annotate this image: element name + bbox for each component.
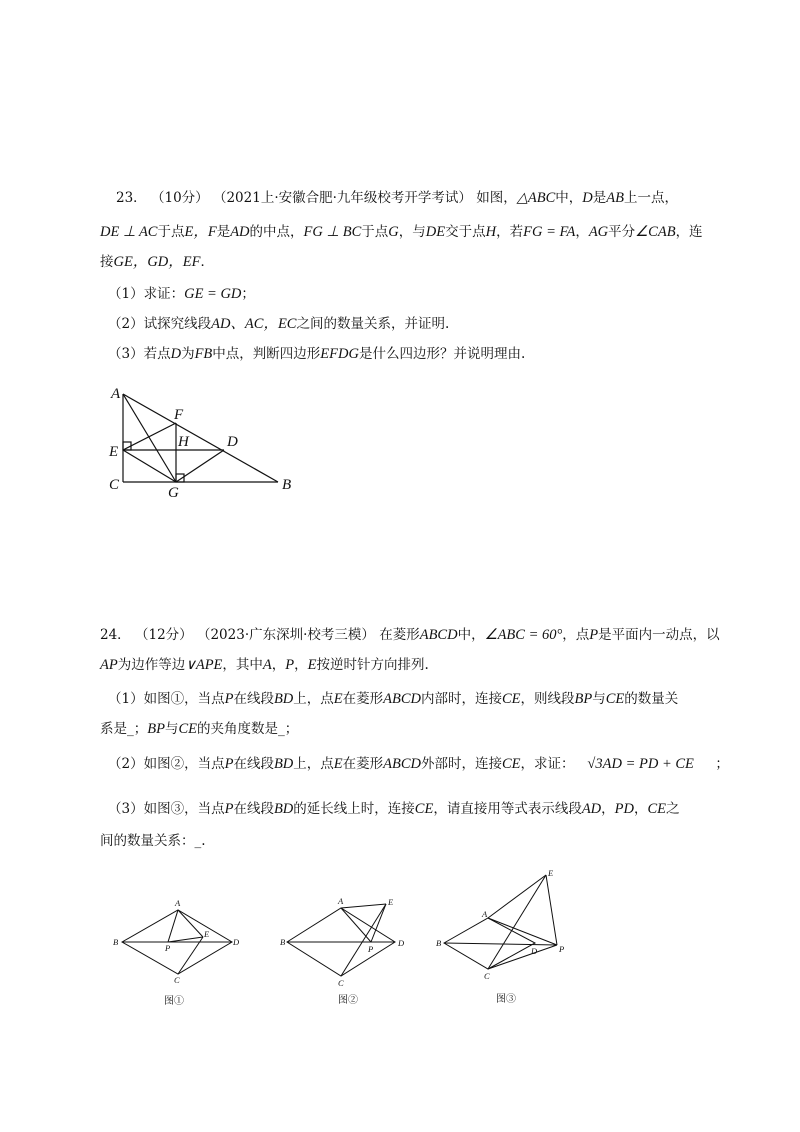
- caption-1: 图①: [164, 996, 184, 1007]
- q23-text: 交于点: [445, 224, 486, 240]
- q24-math: ABCD: [383, 691, 422, 707]
- q24-text: ，: [294, 657, 308, 673]
- q24-text: （2）如图②，当点: [108, 756, 225, 772]
- seg-AE-3: [488, 875, 546, 918]
- label-C-3: C: [484, 971, 490, 981]
- q23-math: GE，GD，EF: [113, 254, 201, 270]
- q24-text: 的夹角度数是_；: [197, 721, 299, 737]
- label-C-2: C: [338, 978, 344, 988]
- q23-math: H: [485, 224, 497, 240]
- q24-text: 在菱形: [379, 627, 420, 643]
- q24-text: 的数量关: [624, 691, 679, 707]
- q24-text: ，其中: [222, 657, 263, 673]
- q24-figure-1: [110, 895, 250, 1010]
- q23-math: DE ⊥ AC: [100, 224, 158, 240]
- q23-math: AD: [230, 224, 250, 240]
- q23-math: D: [170, 346, 182, 362]
- q24-math: P: [285, 657, 295, 673]
- seg-PE-2: [371, 904, 386, 942]
- q24-math: CE: [647, 801, 667, 817]
- q24-math: BD: [273, 756, 294, 772]
- q24-text: 的延长线上时，连接: [293, 801, 415, 817]
- q23-math: FB: [194, 346, 213, 362]
- q23-math: FG ⊥ BC: [303, 224, 362, 240]
- seg-AP-3: [488, 918, 557, 945]
- q23-figure: [100, 380, 310, 500]
- q24-math: ABCD: [383, 756, 422, 772]
- q23-math: GE = GD: [184, 286, 242, 302]
- q24-math: CE: [414, 801, 434, 817]
- q24-math: BD: [273, 801, 294, 817]
- q24-number: 24．: [100, 627, 131, 643]
- q24-text: 内部时，连接: [421, 691, 503, 707]
- seg-AE-2: [341, 904, 386, 908]
- label-A-3: A: [482, 909, 488, 919]
- label-D: D: [227, 434, 238, 450]
- q24-text: 在线段: [233, 801, 274, 817]
- caption-3: 图③: [496, 994, 516, 1005]
- label-D-3: D: [531, 946, 538, 956]
- q24-text: ，请直接用等式表示线段: [433, 801, 582, 817]
- seg-CP-3: [488, 945, 557, 969]
- q23-text: 是: [216, 224, 231, 240]
- q24-math: ∠ABC = 60°: [484, 627, 563, 643]
- q23-text: 中，: [555, 190, 583, 206]
- q24-math: AD: [581, 801, 602, 817]
- q23-math: DE: [425, 224, 446, 240]
- q24-header: [100, 623, 720, 644]
- label-F: F: [174, 407, 184, 423]
- label-B: B: [282, 477, 292, 493]
- seg-PE-1: [168, 937, 203, 942]
- q23-header: [116, 186, 678, 207]
- q23-text: ；: [241, 286, 255, 302]
- q24-score: （12分）: [134, 627, 193, 643]
- q24-text: （1）如图①，当点: [108, 691, 225, 707]
- q23-text: 的中点，: [249, 224, 304, 240]
- q24-text: 在菱形: [342, 756, 384, 772]
- label-B-2: B: [280, 937, 286, 947]
- q23-math: ∠CAB: [635, 224, 676, 240]
- q23-math: △ABC: [516, 190, 556, 206]
- q24-text: 中，: [457, 627, 485, 643]
- q23-part3: [108, 342, 525, 363]
- q23-part1: [108, 282, 255, 303]
- q23-text: ，与: [398, 224, 426, 240]
- q24-math: BD: [273, 691, 294, 707]
- q24-text: ，: [601, 801, 615, 817]
- q24-text: 在线段: [233, 691, 274, 707]
- q23-math: EFDG: [320, 346, 359, 362]
- q24-text: ，则线段: [520, 691, 575, 707]
- label-P-2: P: [368, 944, 374, 954]
- q24-text: 系是_；: [100, 721, 148, 737]
- q23-text: 于点: [361, 224, 389, 240]
- q24-text: 是平面内一动点，以: [598, 627, 720, 643]
- q24-text: 间的数量关系：_.: [100, 833, 206, 849]
- q23-text: 为: [181, 346, 195, 362]
- q24-source: （2023·广东深圳·校考三模）: [196, 627, 375, 643]
- q23-text: 接: [100, 254, 114, 270]
- q23-math: FG = FA: [523, 224, 576, 240]
- q24-math: E: [307, 657, 317, 673]
- q23-line3: [100, 250, 214, 271]
- q24-text: 按逆时针方向排列.: [316, 657, 429, 673]
- q24-math: ∨APE: [185, 657, 223, 673]
- q23-text: 是: [592, 190, 607, 206]
- q23-text: 中点，判断四边形: [212, 346, 321, 362]
- q23-text: （1）求证：: [108, 286, 185, 302]
- q24-math: CE: [502, 691, 521, 707]
- q24-text: 外部时，连接: [421, 756, 503, 772]
- q24-math: E: [333, 691, 343, 707]
- q24-part1: [108, 687, 678, 708]
- q24-math: P: [224, 756, 234, 772]
- q23-text: 于点: [157, 224, 185, 240]
- q24-math: √3AD = PD + CE: [587, 756, 694, 772]
- q23-text: 上一点，: [623, 190, 678, 206]
- q24-part3: [108, 797, 680, 818]
- q23-text: （3）若点: [108, 346, 171, 362]
- seg-PE-3: [546, 875, 557, 945]
- q23-text: 之间的数量关系，并证明.: [296, 316, 450, 332]
- label-D-1: D: [233, 937, 240, 947]
- label-A-1: A: [175, 898, 181, 908]
- q24-text: ；: [715, 756, 729, 772]
- q23-text: ，: [575, 224, 589, 240]
- q24-text: 为边作等边: [117, 657, 186, 673]
- q24-text: ，: [271, 657, 286, 673]
- diag-BD-3: [444, 943, 557, 945]
- q24-text: 与: [592, 691, 606, 707]
- seg-AG: [123, 394, 176, 482]
- label-B-3: B: [436, 938, 442, 948]
- q24-figure-2: [280, 890, 420, 1010]
- label-D-2: D: [398, 938, 405, 948]
- q24-math: BP: [574, 691, 593, 707]
- seg-AP-2: [341, 908, 371, 942]
- q23-text: ．: [200, 254, 214, 270]
- seg-AE-1: [178, 910, 203, 937]
- q24-math: P: [224, 691, 234, 707]
- q24-figure-3: [432, 866, 582, 1006]
- q23-math: E，F: [184, 224, 217, 240]
- q24-math: CE: [502, 756, 521, 772]
- q23-text: 如图，: [476, 190, 517, 206]
- q24-text: 上，点: [293, 691, 334, 707]
- label-C: C: [109, 477, 120, 493]
- q23-score: （10分）: [150, 190, 209, 206]
- q24-text: ，求证：: [520, 756, 575, 772]
- q24-math: BP: [147, 721, 165, 737]
- label-A: A: [111, 386, 121, 402]
- label-C-1: C: [174, 975, 180, 985]
- label-E-2: E: [388, 897, 394, 907]
- caption-2: 图②: [338, 995, 358, 1006]
- label-G: G: [168, 485, 179, 500]
- q24-math: CE: [605, 691, 625, 707]
- q24-math: P: [589, 627, 599, 643]
- seg-EG: [123, 450, 176, 482]
- q24-math: ABCD: [419, 627, 458, 643]
- q23-math: G: [388, 224, 399, 240]
- seg-CE-1: [178, 937, 203, 974]
- q24-part2: [108, 752, 729, 773]
- q24-math: E: [333, 756, 343, 772]
- label-E: E: [109, 444, 119, 460]
- seg-CE-3: [488, 875, 546, 969]
- label-E-1: E: [204, 929, 210, 939]
- q23-text: ，若: [496, 224, 524, 240]
- q24-text: ，: [634, 801, 648, 817]
- q24-text: ，点: [562, 627, 590, 643]
- q23-text: 是什么四边形？并说明理由.: [358, 346, 526, 362]
- label-H: H: [178, 434, 189, 450]
- q24-text: 上，点: [293, 756, 334, 772]
- q23-text: ，连: [675, 224, 703, 240]
- q23-math: AD、AC，EC: [211, 316, 297, 332]
- label-P-1: P: [165, 943, 171, 953]
- q23-math: AG: [588, 224, 609, 240]
- q24-math: PD: [614, 801, 635, 817]
- q23-source: （2021上·安徽合肥·九年级校考开学考试）: [212, 190, 472, 206]
- q24-text: 与: [164, 721, 179, 737]
- q24-part1-cont: [100, 717, 298, 738]
- q24-math: CE: [178, 721, 197, 737]
- label-P-3: P: [559, 944, 565, 954]
- q23-line2: [100, 220, 703, 241]
- q24-text: 在菱形: [342, 691, 384, 707]
- q23-math: D: [582, 190, 593, 206]
- label-B-1: B: [113, 937, 119, 947]
- q24-text: （3）如图③，当点: [108, 801, 225, 817]
- q24-text: 之: [666, 801, 680, 817]
- q24-math: A: [262, 657, 272, 673]
- label-A-2: A: [338, 896, 344, 906]
- q24-text: 在线段: [233, 756, 274, 772]
- q23-part2: [108, 312, 449, 333]
- label-E-3: E: [548, 868, 554, 878]
- seg-GD: [176, 450, 224, 482]
- q23-math: AB: [606, 190, 624, 206]
- q23-number: 23．: [116, 190, 147, 206]
- q24-part3-cont: [100, 829, 206, 849]
- q24-math: P: [224, 801, 234, 817]
- q24-math: AP: [100, 657, 118, 673]
- q24-line2: [100, 653, 429, 674]
- q23-text: （2）试探究线段: [108, 316, 212, 332]
- seg-CE-2: [341, 904, 386, 976]
- q23-text: 平分: [608, 224, 636, 240]
